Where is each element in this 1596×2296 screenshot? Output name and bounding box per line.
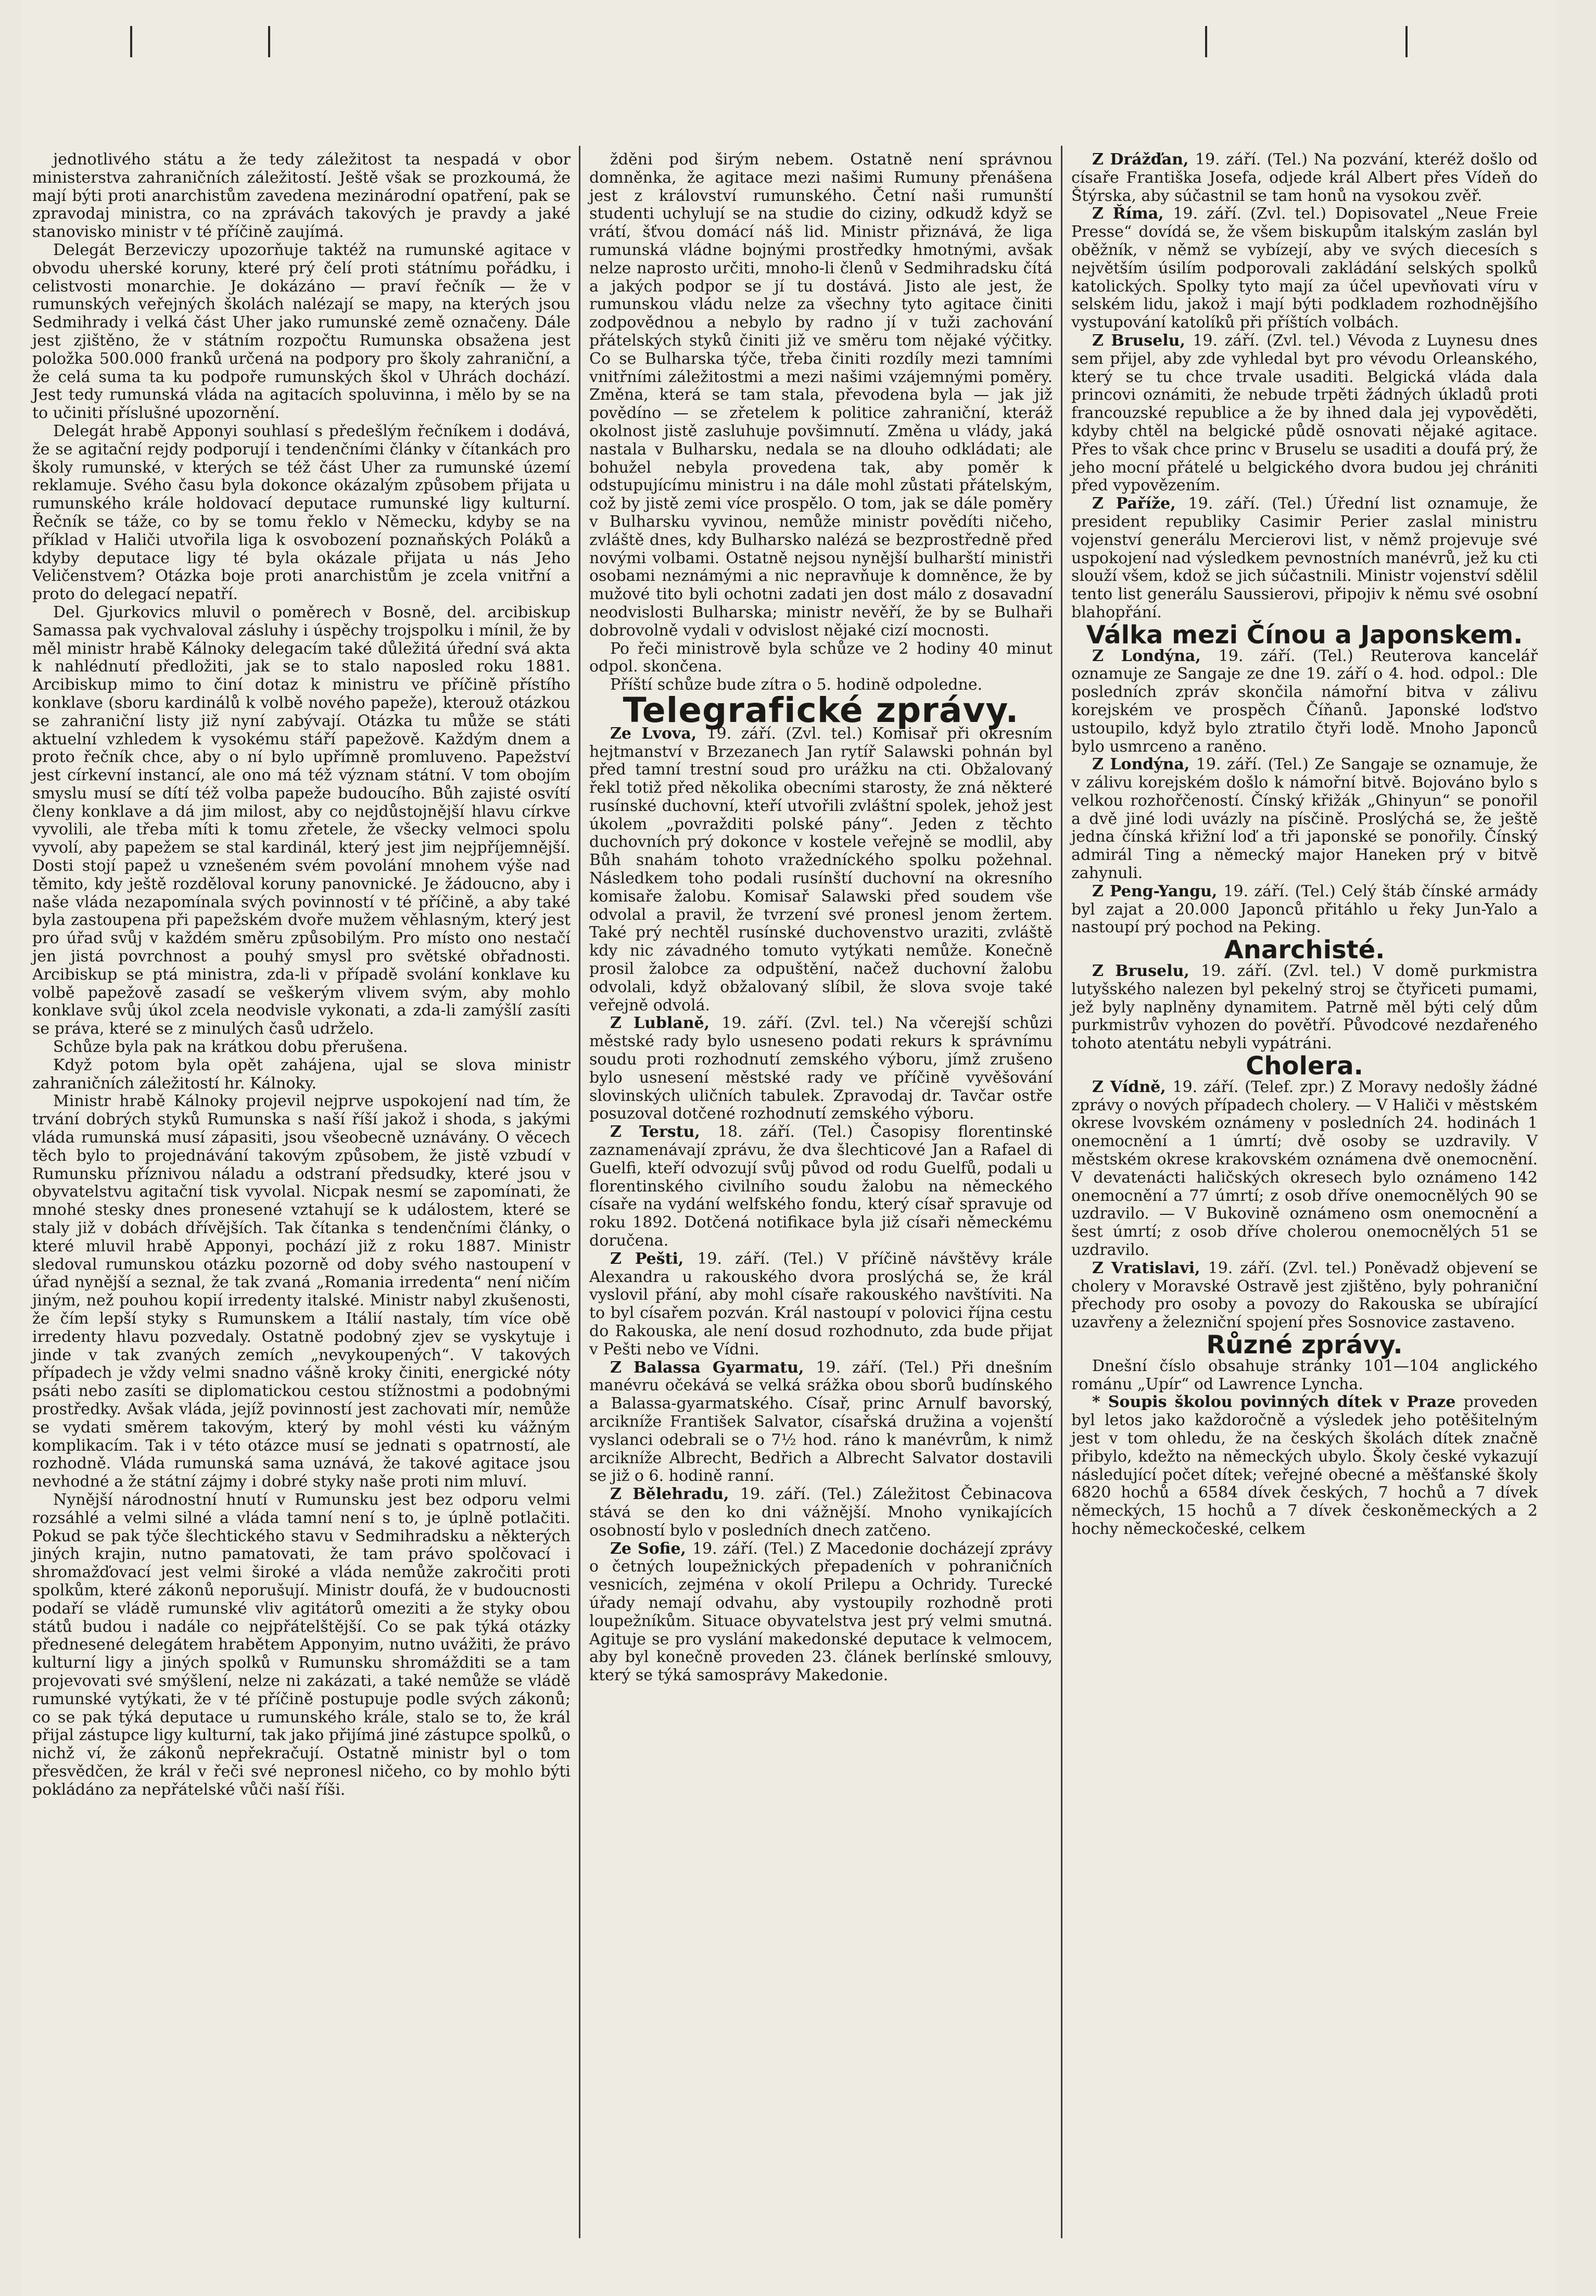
item-text: 19. září. (Tel.) Na pozvání, kteréž došlo od císaře Františka Josefa, odjede král Albert přes Vídeň do Štýrska, aby súčastnil se tam honů na vysokou zvěř. <box>1071 150 1538 205</box>
dateline-place: Z Pešti, <box>610 1249 698 1268</box>
news-item <box>1071 1260 1538 1332</box>
dateline-place: Z Říma, <box>1092 205 1173 223</box>
item-text: 19. září. (Zvl. tel.) Na včerejší schůzi městské rady bylo usneseno podati rekurs k správnímu soudu proti rozhodnutí zemského výboru, jímž zrušeno bylo usnesení městské rady ve příčině vyvěšování slovinských uličních tabulek. Zpravodaj dr. Tavčar ostře posuzoval dotčené rozhodnutí zemského výboru. <box>589 1014 1053 1123</box>
item-text: 19. září. (Tel.) Záležitost Čebinacova stává se den ko dni vážnější. Mnoho vynikajících osobností bylo v posledních dnech zatčeno. <box>589 1485 1053 1540</box>
news-item <box>589 1486 1053 1540</box>
column-3 <box>1071 151 1538 1539</box>
column-rule-2 <box>1061 146 1062 2238</box>
item-text: 19. září. (Tel.) Reuterova kancelář oznamuje ze Sangaje ze dne 19. září o 4. hod. odpol.: Dle posledních zpráv skončila námořní bitva v zálivu korejském ve prospěch Číňanů. Japonské loďstvo ustoupilo, když bylo ztratilo čtyři lodě. Mnoho Japonců bylo usmrceno a raněno. <box>1071 646 1538 756</box>
item-text: 19. září. (Zvl. tel.) V domě purkmistra lutyšského nalezen byl pekelný stroj se čtyřiceti pumami, jež byly naplněny dynamitem. Patrně měl býti celý dům purkmistrův vyhozen do povětří. Původcové nezdařeného tohoto atentátu nebyli vypátráni. <box>1071 962 1538 1053</box>
item-text: proveden byl letos jako každoročně a výsledek jeho potěšitelným jest v tom ohledu, že na českých školách dítek značně přibylo, kdežto na německých ubylo. Školy české vykazují následující počet dítek; veřejné obecné a měšťanské školy 6820 hochů a 6584 dívek českých, 7 hochů a 7 dívek německých, 15 hochů a 7 dívek českoněmeckých a 2 hochy německočeské, celkem <box>1071 1393 1538 1538</box>
dateline-place: Z Bruselu, <box>1092 331 1193 350</box>
item-text: 19. září. (Tel.) Při dnešním manévru očekává se velká srážka obou sborů budínského a Balassa-gyarmatského. Císař, princ Arnulf bavorský, arcikníže František Salvator, císařská družina a vojenští vyslanci odebrali se o 7½ hod. ráno k manévrům, k nimž arcikníže Albrecht, Bedřich a Albrecht Salvator dostavili se již o 6. hodině ranní. <box>589 1358 1053 1486</box>
paragraph: Delegát Berzeviczy upozorňuje taktéž na rumunské agitace v obvodu uherské koruny, které prý čelí proti státnímu pořádku, i celistvosti monarchie. Je dokázáno — praví řečník — že v rumunských veřejných školách nalézají se mapy, na kterých jsou Sedmihrady i velká část Uher jako rumunské země označeny. Dále jest zjištěno, že v státním rozpočtu Rumunska obsažena jest položka 500.000 franků určená na podpory pro školy zahraniční, a že celá suma ta ku podpoře rumunských škol v Uhrách dochází. Jest tedy rumunská vláda na agitacích spoluvinna, i mělo by se na to učiniti příslušné upozornění. <box>32 240 571 423</box>
dateline-place: Z Londýna, <box>1092 646 1219 665</box>
paragraph: Del. Gjurkovics mluvil o poměrech v Bosně, del. arcibiskup Samassa pak vychvaloval zásluhy i úspěchy trojspolku i mínil, že by měl ministr hrabě Kálnoky delegacím také důležitá úřední svá akta k nahlédnutí předložiti, jak se to stalo naposled roku 1881. Arcibiskup mimo to činí dotaz k ministru ve příčině přístího konklave (sboru kardinálů k volbě nového papeže), kterouž otázkou se zahraniční listy již nyní zabývají. Otázka tu může se státi aktuelní vzhledem k vysokému stáří papežově. Každým dnem a proto řečník chce, aby o ní bylo upřímně promluveno. Papežství jest církevní instancí, ale ono má též význam státní. V tom obojím smyslu musí se dítí též volba papeže budoucího. Bůh zajisté osvítí členy konklave a dá jim milost, aby co nejdůstojnější hlavu církve vyvolili, ale třeba míti k tomu zřetele, že všecky velmoci spolu vyvolí, aby papežem se stal kardinál, který jest jim nejpříjemnější. Dosti stojí papež u vznešeném svém povolání mnohem výše nad těmito, kdy ještě rozděloval koruny panovnické. Je žádoucno, aby i naše vláda nezapomínala svých povinností v té příčině, a aby také byla zastoupena při papežském dvoře mužem věhlasným, který jest pro úřad svůj v každém směru způsobilým. Pro místo ono nestačí jen jistá povrchnost a pouhý smysl pro světské obřadnosti. Arcibiskup se ptá ministra, zda-li v případě svolání konklave ku volbě papežově zasadí se veškerým vlivem svým, aby mohlo konklave svůj úkol zcela neodvisle vykonati, a zda-li zamýšlí zasíti se práva, které se z minulých časů udrželo. <box>32 603 571 1038</box>
dateline-place: Z Paříže, <box>1092 494 1188 513</box>
column-rule-1 <box>579 146 580 2238</box>
item-text: 19. září. (Tel.) Z Macedonie docházejí zprávy o četných loupežnických přepadeních v pohraničních vesnicích, zejména v okolí Prilepu a Ochridy. Turecké úřady nemají odvahu, aby vystoupily rozhodně proti loupežníkům. Situace obyvatelstva jest prý velmi smutná. Agituje se pro vyslání makedonské deputace k velmocem, aby byl konečně proveden 23. článek berlínské smlouvy, který se týká samosprávy Makedonie. <box>589 1539 1053 1685</box>
item-text: 19. září. (Zvl. tel.) Komisař při okresním hejtmanství v Brzezanech Jan rytíř Salawski pohnán byl před tamní trestní soud pro urážku na cti. Obžalovaný řekl totiž před několika obecními starosty, že zná některé rusínské duchovní, kteří utvořili zvláštní spolek, jehož jest úkolem „povražditi polské pány“. Jeden z těchto duchovních prý dokonce v kostele veřejně se modlil, aby Bůh snahám tohoto vražedníckého spolku požehnal. Následkem toho podali rusínští duchovní na okresního komisaře žalobu. Komisař Salawski před soudem vše odvolal a pravil, že tvrzení své pronesl jenom žertem. Také prý nechtěl rusínské duchovenstvo uraziti, zvláště kdy nic závadného tomuto vytýkati nemůže. Konečně prosil žalobce za odpuštění, načež duchovní žalobu odvolali, když obžalovaný slíbil, že slova svoje také veřejně odvolá. <box>589 724 1053 1014</box>
section-header-cholera: Cholera. <box>1246 1051 1363 1081</box>
paragraph: Schůze byla pak na krátkou dobu přerušena. <box>53 1038 408 1057</box>
news-item <box>1071 648 1538 756</box>
news-item <box>1071 332 1538 495</box>
news-item <box>1071 1393 1538 1538</box>
paragraph: Příští schůze bude zítra o 5. hodině odpoledne. <box>610 676 983 694</box>
news-item <box>1071 756 1538 883</box>
item-text: 19. září. (Tel.) Celý štáb čínské armády byl zajat a 20.000 Japonců přitáhlo u řeky Jun-Yalo a nastoupí prý pochod na Peking. <box>1071 882 1538 937</box>
item-text: 19. září. (Zvl. tel.) Poněvadž objevení se cholery v Moravské Ostravě jest zjištěno, byly pohraniční přechody pro osoby a povozy do Rakouska se ubírající uzavřeny a železniční spojení přes Sosnovice zastaveno. <box>1071 1259 1538 1332</box>
paragraph: Nynější národnostní hnutí v Rumunsku jest bez odporu velmi rozsáhlé a velmi silné a vláda tamní není s to, je úplně potlačiti. Pokud se pak týče šlechtického stavu v Sedmihradsku a některých jiných krajin, nutno pamatovati, že tam právo spolčovací i shromažďovací jest velmi široké a vláda nemůže zakročiti proti spolkům, které zákonů neporušují. Ministr doufá, že v budoucnosti podaří se vládě rumunské vliv agitátorů omeziti a že styky obou států budou i nadále co nejpřátelštější. Co se pak týká otázky přednesené delegátem hrabětem Apponyim, nutno uvážiti, že právo kulturní ligy a jiných spolků v Rumunsku shromážditi se a tam projevovati své smýšlení, nelze ni zakázati, a také nemůže se vládě rumunské vytýkati, že v té příčině postupuje podle svých zákonů; co se pak týká deputace u rumunského krále, stalo se to, že král přijal zástupce ligy kulturní, tak jako přijímá jiné zástupce spolků, o nichž ví, že zákonů nepřekračují. Ostatně ministr byl o tom přesvědčen, že král v řeči své nepronesl ničeho, co by mohlo býti pokládáno za nepřátelské vůči naší říši. <box>32 1490 571 1799</box>
news-item <box>1071 205 1538 332</box>
item-text: 19. září. (Tel.) Úřední list oznamuje, že president republiky Casimir Perier zaslal ministru vojenství generálu Mercierovi list, v němž projevuje své uspokojení nad výsledkem pevnostních manévrů, jež ku cti slouží všem, kdož se jich súčastnili. Ministr vojenství sdělil tento list generálu Saussierovi, připojiv k němu své osobní blahopřání. <box>1071 494 1538 621</box>
newspaper-page <box>21 0 1556 2296</box>
section-header-misc: Různé zprávy. <box>1206 1330 1403 1360</box>
item-text: 19. září. (Tel.) Ze Sangaje se oznamuje, že v zálivu korejském došlo k námořní bitvě. Bojováno bylo s velkou rozhořčeností. Čínský křižák „Ghinyun“ se ponořil a dvě jiné lodi uvázly na písčině. Proslýchá se, že ještě jedna čínská křižní loď a tři japonské se ponořily. Čínský admirál Ting a německý major Haneken prý v bitvě zahynuli. <box>1071 755 1538 883</box>
dateline-place: Z Vídně, <box>1092 1077 1173 1096</box>
dateline-place: Z Vratislavi, <box>1092 1259 1208 1277</box>
dateline-place: Z Bělehradu, <box>610 1485 740 1504</box>
paragraph: jednotlivého státu a že tedy záležitost ta nespadá v obor ministerstva zahraničních záležitostí. Ještě však se prozkoumá, že mají býti proti anarchistům zavedena mezinárodní opatření, pak se zpravodaj ministra, co na zprávách takových je pravdy a jaké stanovisko ministr v té příčině zaujímá. <box>32 150 571 242</box>
item-text: Dnešní číslo obsahuje stránky 101—104 anglického románu „Upír“ od Lawrence Lyncha. <box>1071 1356 1538 1393</box>
paragraph: Po řeči ministrově byla schůze ve 2 hodiny 40 minut odpol. skončena. <box>589 639 1053 676</box>
news-item <box>589 1250 1053 1359</box>
item-text: 19. září. (Zvl. tel.) Vévoda z Luynesu dnes sem přijel, aby zde vyhledal byt pro vévodu Orleanského, který se tu chce trvale usaditi. Belgická vláda dala princovi oznámiti, že nebude trpěti žádných úkladů proti francouzské republice a že by ihned dala jej vypověděti, kdyby chtěl na belgické půdě osnovati nějaké agitace. Přes to však chce princ v Bruselu se usaditi a doufá prý, že jeho mocní přátelé u belgického dvora budou jej chrániti před vypovězením. <box>1071 331 1538 495</box>
news-item <box>589 1014 1053 1123</box>
dateline-place: * Soupis školou povinných dítek v Praze <box>1092 1393 1464 1412</box>
paragraph: Delegát hrabě Apponyi souhlasí s předešlým řečníkem i dodává, že se agitační rejdy podporují i tendenčními články v čítankách pro školy rumunské, v kterých se též část Uher za rumunské území reklamuje. Svého času byla dokonce okázalým způsobem přijata u rumunského krále holdovací deputace rumunské ligy kulturní. Řečník se táže, co by se tomu řeklo v Německu, kdyby se na příklad v Haliči utvořila liga k osvobození poznaňských Poláků a kdyby deputace ligy té byla okázale přijata u nás Jeho Veličenstvem? Otázka boje proti anarchistům je zcela vnitřní a proto do delegací nepatří. <box>32 422 571 604</box>
column-1 <box>32 151 571 1799</box>
news-item <box>1071 1079 1538 1260</box>
item-text: 19. září. (Zvl. tel.) Dopisovatel „Neue Freie Presse“ dovídá se, že všem biskupům italským zaslán byl oběžník, v němž se vybízejí, aby ve svých diecesích s největším úsilím podporovali zakládání selských spolků katolických. Spolky tyto mají za účel upevňovati víru v selském lidu, jakož i mají býti podkladem rozhodnějšího vystupování katolíků při příštích volbách. <box>1071 205 1538 332</box>
dateline-place: Z Lublaně, <box>610 1014 722 1033</box>
item-text: 19. září. (Tel.) V příčině návštěvy krále Alexandra u rakouského dvora proslýchá se, že král vyslovil přání, aby mohl císaře rakouského navštíviti. Na to byl císařem pozván. Král nastoupí v polovici října cestu do Rakouska, ale není dosud rozhodnuto, zda bude přijat v Pešti nebo ve Vídni. <box>589 1249 1053 1359</box>
dateline-place: Z Londýna, <box>1092 755 1196 774</box>
news-item <box>589 1359 1053 1486</box>
dateline-place: Ze Sofie, <box>610 1539 692 1558</box>
news-item <box>1071 495 1538 622</box>
paragraph: Když potom byla opět zahájena, ujal se slova ministr zahraničních záležitostí hr. Kálnoky. <box>32 1056 571 1093</box>
dateline-place: Z Peng-Yangu, <box>1092 882 1224 900</box>
section-header-telegrams: Telegrafické zprávy. <box>623 690 1019 730</box>
dateline-place: Z Bruselu, <box>1092 962 1201 981</box>
news-item <box>1071 151 1538 205</box>
dateline-place: Z Balassa Gyarmatu, <box>610 1358 816 1377</box>
paragraph: Ministr hrabě Kálnoky projevil nejprve uspokojení nad tím, že trvání dobrých styků Rumunska s naší říší jakož i shoda, s jakými vláda rumunská musí zápasiti, jsou všeobecně uznávány. O věcech těch bylo to projednávání takovým způsobem, že jistě vzbudí v Rumunsku příznivou náladu a odstraní předsudky, které jsou v obyvatelstvu agitační tisk vyvolal. Nicpak nesmí se zapomínati, že mnohé stesky dnes pronesené vztahují se k událostem, které se staly již v dobách dřívějších. Tak čítanka s tendenčními články, o které mluvil hrabě Apponyi, pochází již z roku 1887. Ministr sledoval rumunskou otázku pozorně od doby svého nastoupení v úřad nynější a seznal, že tak zvaná „Romania irredenta“ není ničím jiným, než pouhou kopií irredenty italské. Ministr nabyl zkušenosti, že čím lepší styky s Rumunskem a Itálií nastaly, tím více obě irredenty hlavu pozvedaly. Ostatně podobný zjev se vyskytuje i jinde v tak zvaných zemích „nevykoupených“. V takových případech je vždy velmi snadno vášně kroky činiti, energické nóty psáti nebo zasíti se diplomatickou cestou stížnostmi a podobnými prostředky. Avšak vláda, jejíž povinností jest zachovati mír, nemůže se vydati směrem takovým, který by mohl vésti ku vážným komplikacím. Tak i v této otázce musí se jednati s opatrností, ale rozhodně. Vláda rumunská sama uznává, že takové agitace jsou nevhodné a že státní zájmy i dobré styky naše proti nim mluví. <box>32 1092 571 1491</box>
column-2 <box>589 151 1053 1685</box>
paragraph: žděni pod širým nebem. Ostatně není správnou domněnka, že agitace mezi našimi Rumuny přenášena jest z království rumunského. Četní naši rumunští studenti uchylují se na studie do ciziny, odkudž když se vrátí, šťvou domácí náš lid. Ministr přiznává, že liga rumunská vládne bojnými prostředky hmotnými, avšak nelze naprosto určiti, mnoho-li členů v Sedmihradsku čítá a jakých podpor se jí tu dostává. Jisto ale jest, že rumunskou vládu nelze za všechny tyto agitace činiti zodpovědnou a nebylo by radno jí v tuži zachování přátelských styků činiti již ve směru tom nějaké výčitky. Co se Bulharska týče, třeba činiti rozdíly mezi tamními vnitřními záležitostmi a mezi našimi vzájemnými poměry. Změna, která se tam stala, převodena byla — jak již povědíno — se zřetelem k politice zahraniční, kteráž okolnost jistě zasluhuje povšimnutí. Změna u vlády, jaká nastala v Bulharsku, nedala se na dlouho odkládati; ale bohužel nebyla provedena tak, aby poměr k odstupujícímu ministru i na dále mohl zůstati přátelským, což by jistě zemi více prospělo. O tom, jak se dále poměry v Bulharsku vyvinou, nemůže ministr povědíti ničeho, zvláště dnes, kdy Bulharsko nalézá se bezprostředně před novými volbami. Ostatně nejsou nynější bulharští ministři osobami neznámými a nic nepravňuje k domněnce, že by mužové tito byli ochotni zadati jen dost málo z dosavadní neodvislosti Bulharska; ministr nevěří, že by se Bulhaři dobrovolně vydali v odvislost nějaké cizí mocnosti. <box>589 150 1053 640</box>
dateline-place: Ze Lvova, <box>610 724 707 743</box>
item-text: 18. září. (Tel.) Časopisy florentinské zaznamenávají zprávu, že dva šlechticové Jan a Rafael di Guelfi, kteří odvozují svůj původ od rodu Guelfů, podali u florentinského civilního soudu žalobu na německého císaře na vydání welfského fondu, který císař spravuje od roku 1892. Dotčená notifikace byla již císaři německému doručena. <box>589 1123 1053 1250</box>
item-text: 19. září. (Telef. zpr.) Z Moravy nedošly žádné zprávy o nových případech cholery. — V Haliči v městském okrese lvovském oznámeny v posledních 24. hodinách 1 onemocnění a 1 úmrtí; dvě osoby se uzdravily. V městském okrese krakovském oznámena dvě onemocnění. V devatenácti haličských okresech bylo oznámeno 142 onemocnění a 77 úmrtí; z osob dříve onemocnělých 90 se uzdravilo. — V Bukovině oznámeno osm onemocnění a šest úmrtí; z osob dříve cholerou onemocnělých 51 se uzdravilo. <box>1071 1077 1538 1260</box>
news-item <box>589 1540 1053 1685</box>
dateline-place: Z Drážďan, <box>1092 150 1195 169</box>
section-header-war: Válka mezi Čínou a Japonskem. <box>1086 620 1523 650</box>
news-item <box>1071 962 1538 1053</box>
news-item <box>1071 1358 1538 1394</box>
news-item <box>589 725 1053 1015</box>
news-item <box>589 1123 1053 1250</box>
dateline-place: Z Terstu, <box>610 1123 718 1141</box>
news-item <box>1071 883 1538 937</box>
section-header-anarchists: Anarchisté. <box>1224 935 1385 965</box>
